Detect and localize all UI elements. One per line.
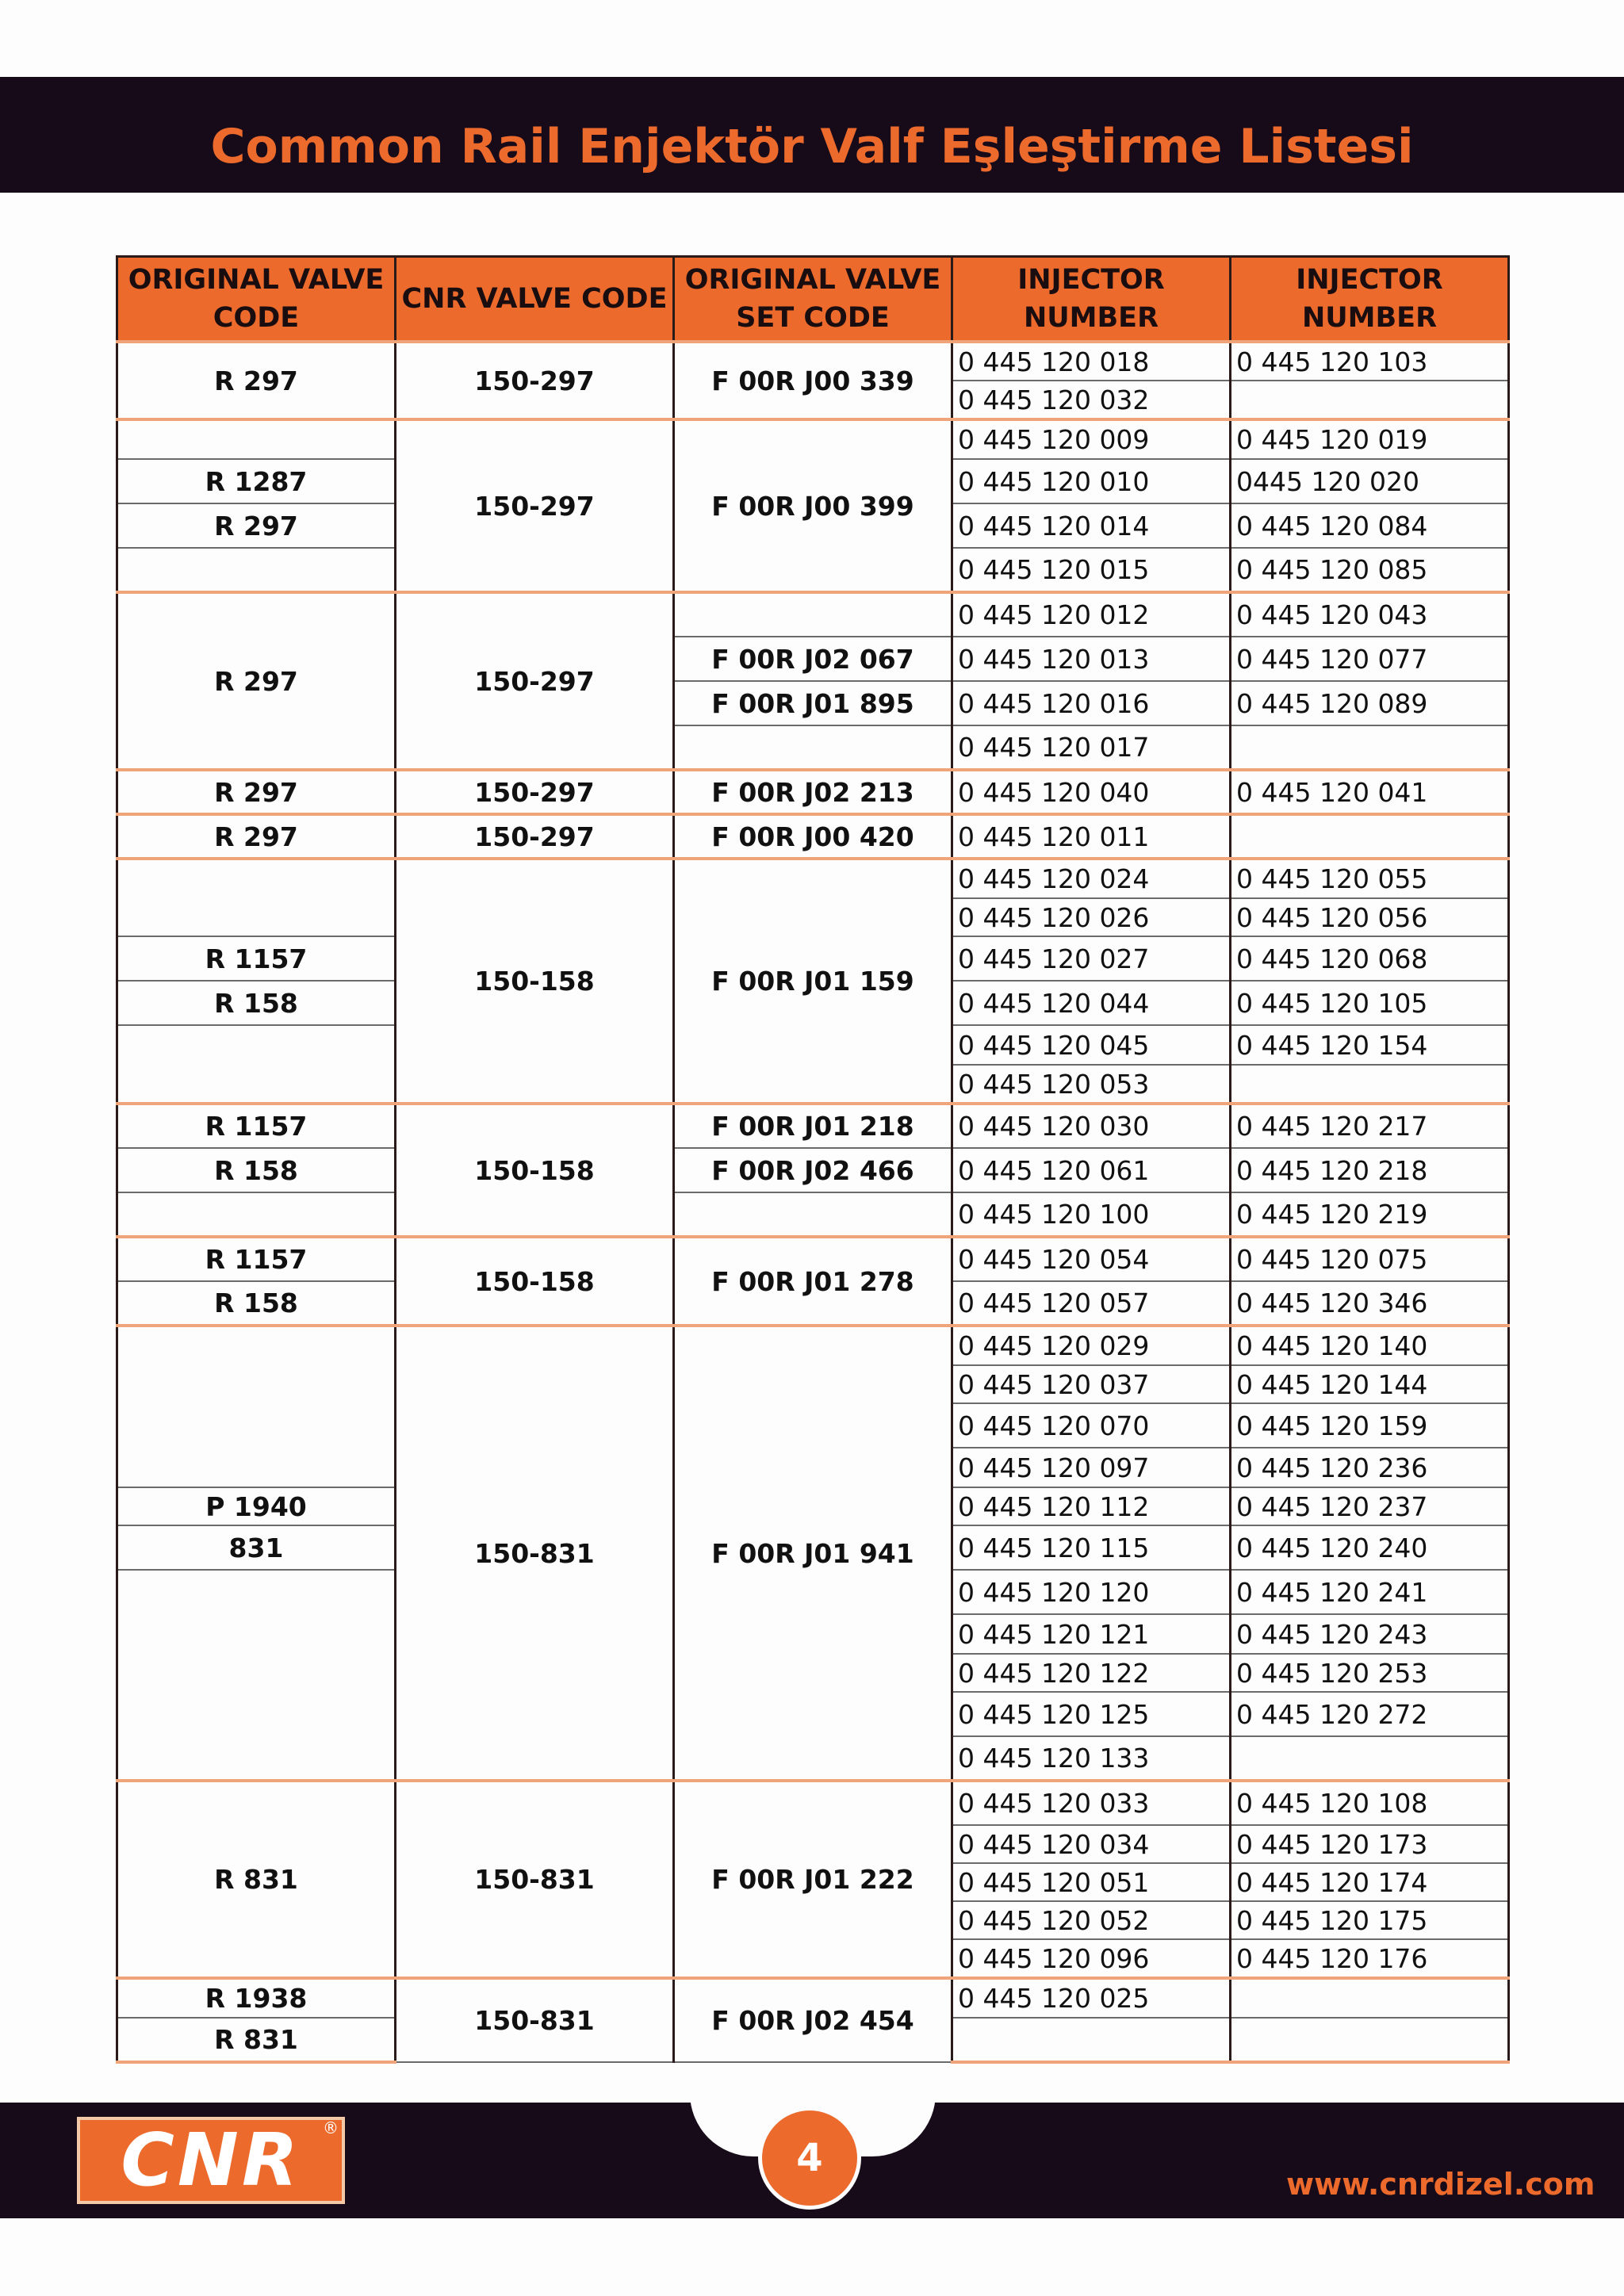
cnr-valve-code-cell: 150-158 (396, 1237, 674, 1326)
injector-number-cell-2: 0 445 120 068 (1231, 936, 1509, 981)
injector-number-cell-2: 0 445 120 140 (1231, 1326, 1509, 1365)
injector-number-cell-2: 0 445 120 217 (1231, 1104, 1509, 1148)
injector-number-cell-1: 0 445 120 057 (952, 1281, 1231, 1326)
injector-number-cell-1: 0 445 120 009 (952, 419, 1231, 459)
valve-set-code-cell: F 00R J00 339 (674, 342, 952, 419)
original-valve-code-cell: R 158 (117, 1148, 396, 1192)
injector-number-cell-2: 0 445 120 085 (1231, 548, 1509, 592)
valve-set-code-cell: F 00R J01 218 (674, 1104, 952, 1148)
table-row (117, 592, 1509, 637)
original-valve-code-cell: R 297 (117, 770, 396, 814)
original-valve-code-cell: R 158 (117, 981, 396, 1025)
injector-number-cell-1: 0 445 120 122 (952, 1654, 1231, 1692)
valve-set-code-cell: F 00R J01 941 (674, 1326, 952, 1781)
cnr-valve-code-cell: 150-297 (396, 342, 674, 419)
injector-number-cell-1: 0 445 120 030 (952, 1104, 1231, 1148)
valve-set-code-cell (674, 1192, 952, 1237)
injector-number-cell-2 (1231, 1065, 1509, 1104)
injector-number-cell-1: 0 445 120 015 (952, 548, 1231, 592)
injector-number-cell-2: 0 445 120 154 (1231, 1025, 1509, 1065)
valve-set-code-cell: F 00R J00 420 (674, 814, 952, 859)
injector-number-cell-2: 0 445 120 144 (1231, 1365, 1509, 1403)
original-valve-code-cell (117, 548, 396, 592)
original-valve-code-cell: R 297 (117, 342, 396, 419)
valve-set-code-cell: F 00R J02 067 (674, 637, 952, 681)
injector-number-cell-2: 0 445 120 159 (1231, 1403, 1509, 1448)
injector-number-cell-2: 0 445 120 236 (1231, 1448, 1509, 1487)
injector-number-cell-2: 0 445 120 103 (1231, 342, 1509, 381)
injector-number-cell-1: 0 445 120 051 (952, 1863, 1231, 1901)
injector-number-cell-1: 0 445 120 054 (952, 1237, 1231, 1281)
injector-number-cell-1: 0 445 120 070 (952, 1403, 1231, 1448)
original-valve-code-cell: R 1157 (117, 1104, 396, 1148)
injector-number-cell-2: 0 445 120 108 (1231, 1781, 1509, 1825)
table-row (117, 1326, 1509, 1365)
injector-number-cell-2: 0 445 120 241 (1231, 1570, 1509, 1614)
injector-number-cell-2: 0 445 120 346 (1231, 1281, 1509, 1326)
cnr-logo (77, 2117, 345, 2204)
table-row (117, 1781, 1509, 1825)
original-valve-code-cell (117, 859, 396, 936)
injector-number-cell-1: 0 445 120 112 (952, 1487, 1231, 1525)
injector-number-cell-1: 0 445 120 025 (952, 1978, 1231, 2018)
table-row (117, 1192, 1509, 1237)
valve-set-code-cell: F 00R J01 278 (674, 1237, 952, 1326)
injector-number-cell-1: 0 445 120 121 (952, 1614, 1231, 1654)
injector-number-cell-2: 0 445 120 056 (1231, 898, 1509, 936)
injector-number-cell-1: 0 445 120 053 (952, 1065, 1231, 1104)
injector-number-cell-1: 0 445 120 011 (952, 814, 1231, 859)
original-valve-code-cell (117, 1192, 396, 1237)
injector-number-cell-2: 0 445 120 173 (1231, 1825, 1509, 1863)
injector-number-cell-1: 0 445 120 034 (952, 1825, 1231, 1863)
valve-set-code-cell: F 00R J02 454 (674, 1978, 952, 2062)
header-injector-number-1: INJECTOR NUMBER (952, 257, 1231, 342)
injector-number-cell-1: 0 445 120 024 (952, 859, 1231, 898)
injector-number-cell-2: 0 445 120 218 (1231, 1148, 1509, 1192)
injector-number-cell-2 (1231, 2018, 1509, 2062)
injector-number-cell-1: 0 445 120 115 (952, 1525, 1231, 1570)
original-valve-code-cell: R 297 (117, 503, 396, 548)
original-valve-code-cell: P 1940 (117, 1487, 396, 1525)
valve-set-code-cell: F 00R J01 159 (674, 859, 952, 1104)
injector-number-cell-2: 0 445 120 089 (1231, 681, 1509, 725)
cnr-valve-code-cell: 150-158 (396, 1104, 674, 1237)
valve-set-code-cell: F 00R J00 399 (674, 419, 952, 592)
original-valve-code-cell: R 1287 (117, 459, 396, 503)
injector-number-cell-2: 0 445 120 041 (1231, 770, 1509, 814)
injector-number-cell-1: 0 445 120 010 (952, 459, 1231, 503)
page-title: Common Rail Enjektör Valf Eşleştirme Listesi (210, 119, 1414, 174)
page-number: 4 (758, 2107, 861, 2210)
injector-number-cell-2: 0 445 120 253 (1231, 1654, 1509, 1692)
original-valve-code-cell: 831 (117, 1525, 396, 1570)
valve-set-code-cell: F 00R J01 895 (674, 681, 952, 725)
injector-number-cell-2: 0 445 120 105 (1231, 981, 1509, 1025)
injector-number-cell-2: 0 445 120 219 (1231, 1192, 1509, 1237)
table-row (117, 1104, 1509, 1148)
cnr-valve-code-cell: 150-297 (396, 770, 674, 814)
injector-number-cell-1: 0 445 120 027 (952, 936, 1231, 981)
table-row (117, 1148, 1509, 1192)
original-valve-code-cell (117, 419, 396, 459)
valve-set-code-cell (674, 725, 952, 770)
original-valve-code-cell: R 831 (117, 2018, 396, 2062)
injector-number-cell-2: 0 445 120 175 (1231, 1901, 1509, 1939)
injector-number-cell-1: 0 445 120 033 (952, 1781, 1231, 1825)
table-row (117, 342, 1509, 381)
logo-text: CNR (121, 2118, 301, 2202)
valve-set-code-cell: F 00R J02 213 (674, 770, 952, 814)
injector-number-cell-1: 0 445 120 013 (952, 637, 1231, 681)
original-valve-code-cell (117, 1025, 396, 1104)
injector-number-cell-1: 0 445 120 061 (952, 1148, 1231, 1192)
injector-number-cell-2: 0 445 120 240 (1231, 1525, 1509, 1570)
injector-number-cell-2: 0 445 120 237 (1231, 1487, 1509, 1525)
injector-number-cell-1: 0 445 120 125 (952, 1692, 1231, 1736)
injector-number-cell-2: 0 445 120 019 (1231, 419, 1509, 459)
injector-number-cell-2 (1231, 1978, 1509, 2018)
cnr-valve-code-cell: 150-158 (396, 859, 674, 1104)
table-row (117, 814, 1509, 859)
injector-number-cell-2 (1231, 381, 1509, 419)
website-url[interactable]: www.cnrdizel.com (1286, 2167, 1595, 2202)
injector-number-cell-2: 0 445 120 075 (1231, 1237, 1509, 1281)
header-injector-number-2: INJECTOR NUMBER (1231, 257, 1509, 342)
original-valve-code-cell: R 158 (117, 1281, 396, 1326)
injector-number-cell-2 (1231, 1736, 1509, 1781)
header-original-valve-code: ORIGINAL VALVE CODE (117, 257, 396, 342)
original-valve-code-cell (117, 1326, 396, 1487)
cnr-valve-code-cell: 150-297 (396, 814, 674, 859)
injector-number-cell-2 (1231, 725, 1509, 770)
injector-number-cell-2: 0 445 120 077 (1231, 637, 1509, 681)
injector-number-cell-1: 0 445 120 032 (952, 381, 1231, 419)
original-valve-code-cell: R 297 (117, 814, 396, 859)
injector-number-cell-1: 0 445 120 097 (952, 1448, 1231, 1487)
injector-number-cell-1: 0 445 120 096 (952, 1939, 1231, 1978)
cnr-valve-code-cell: 150-831 (396, 1326, 674, 1781)
original-valve-code-cell: R 1157 (117, 1237, 396, 1281)
injector-number-cell-1: 0 445 120 133 (952, 1736, 1231, 1781)
injector-number-cell-2: 0 445 120 043 (1231, 592, 1509, 637)
header-original-valve-set-code: ORIGINAL VALVE SET CODE (674, 257, 952, 342)
injector-number-cell-1: 0 445 120 012 (952, 592, 1231, 637)
injector-number-cell-1: 0 445 120 018 (952, 342, 1231, 381)
injector-number-cell-2: 0 445 120 272 (1231, 1692, 1509, 1736)
injector-number-cell-1: 0 445 120 120 (952, 1570, 1231, 1614)
injector-number-cell-1: 0 445 120 026 (952, 898, 1231, 936)
injector-number-cell-1 (952, 2018, 1231, 2062)
cnr-valve-code-cell: 150-297 (396, 592, 674, 770)
header-cnr-valve-code: CNR VALVE CODE (396, 257, 674, 342)
table-header-row (117, 257, 1509, 342)
injector-number-cell-2: 0 445 120 055 (1231, 859, 1509, 898)
cnr-valve-code-cell: 150-831 (396, 1781, 674, 1978)
injector-number-cell-1: 0 445 120 045 (952, 1025, 1231, 1065)
registered-mark: ® (323, 2118, 339, 2137)
injector-number-cell-1: 0 445 120 100 (952, 1192, 1231, 1237)
injector-number-cell-2: 0 445 120 084 (1231, 503, 1509, 548)
injector-number-cell-1: 0 445 120 044 (952, 981, 1231, 1025)
original-valve-code-cell: R 831 (117, 1781, 396, 1978)
valve-set-code-cell: F 00R J02 466 (674, 1148, 952, 1192)
injector-number-cell-2: 0 445 120 243 (1231, 1614, 1509, 1654)
cnr-valve-code-cell: 150-831 (396, 1978, 674, 2062)
injector-number-cell-1: 0 445 120 014 (952, 503, 1231, 548)
table-row (117, 419, 1509, 459)
injector-number-cell-1: 0 445 120 037 (952, 1365, 1231, 1403)
injector-number-cell-2: 0 445 120 174 (1231, 1863, 1509, 1901)
cnr-valve-code-cell: 150-297 (396, 419, 674, 592)
table-row (117, 770, 1509, 814)
injector-number-cell-1: 0 445 120 017 (952, 725, 1231, 770)
valve-set-code-cell: F 00R J01 222 (674, 1781, 952, 1978)
original-valve-code-cell: R 297 (117, 592, 396, 770)
injector-number-cell-1: 0 445 120 016 (952, 681, 1231, 725)
injector-number-cell-2: 0445 120 020 (1231, 459, 1509, 503)
injector-number-cell-1: 0 445 120 040 (952, 770, 1231, 814)
table-row (117, 859, 1509, 898)
injector-number-cell-2: 0 445 120 176 (1231, 1939, 1509, 1978)
table-row (117, 1978, 1509, 2018)
table-row (117, 1237, 1509, 1281)
valve-set-code-cell (674, 592, 952, 637)
injector-number-cell-1: 0 445 120 052 (952, 1901, 1231, 1939)
table-body (117, 342, 1509, 2062)
injector-number-cell-2 (1231, 814, 1509, 859)
original-valve-code-cell (117, 1570, 396, 1781)
original-valve-code-cell: R 1157 (117, 936, 396, 981)
valve-matching-table (116, 255, 1510, 2064)
injector-number-cell-1: 0 445 120 029 (952, 1326, 1231, 1365)
original-valve-code-cell: R 1938 (117, 1978, 396, 2018)
